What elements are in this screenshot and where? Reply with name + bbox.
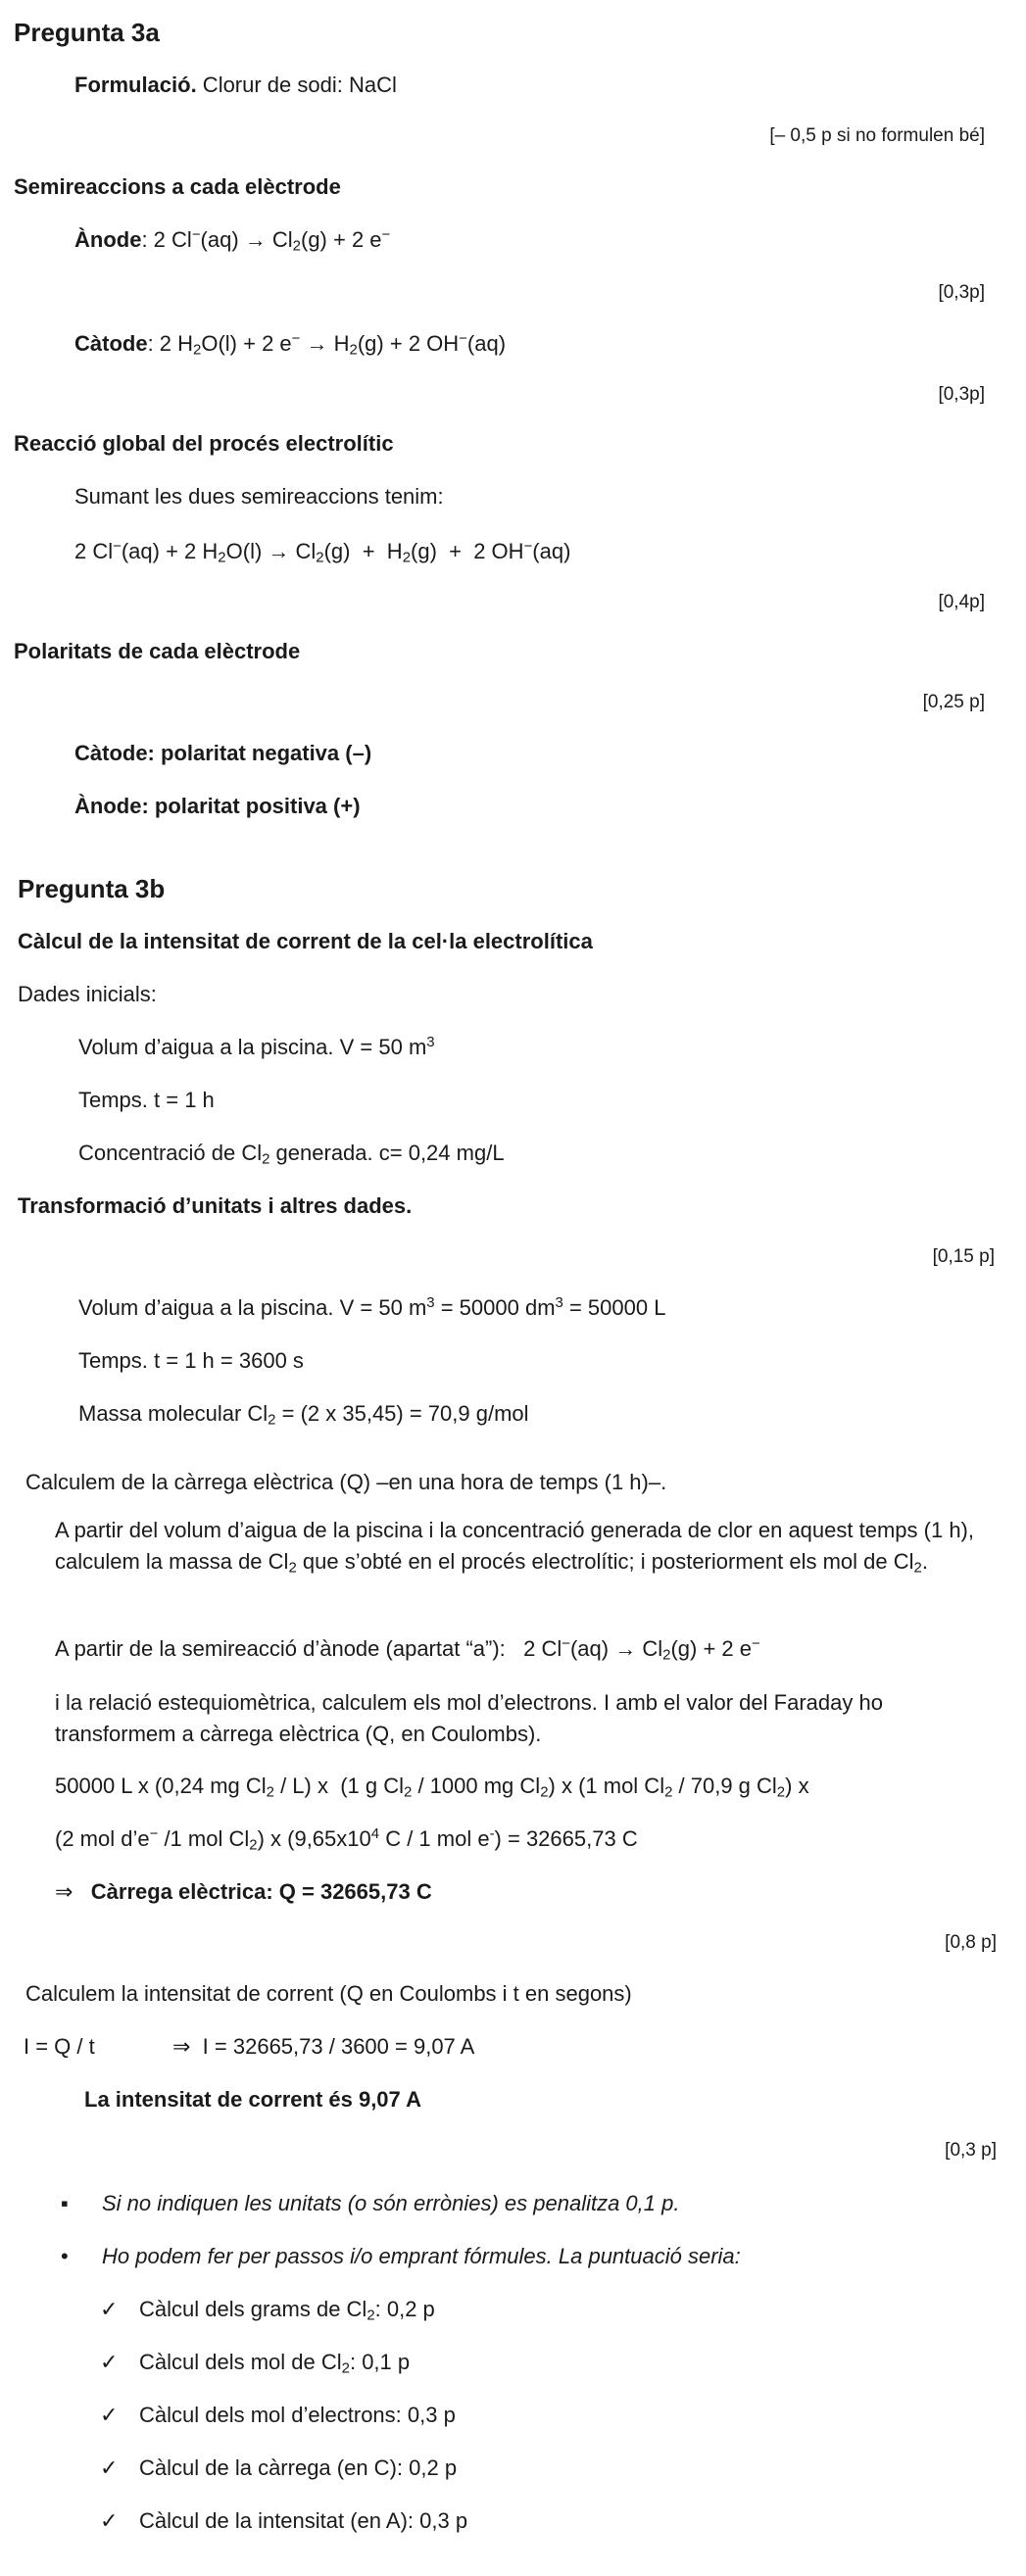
dada-volum-text: Volum d’aigua a la piscina. V = 50 m [78, 1035, 427, 1059]
question-3a-title: Pregunta 3a [14, 18, 160, 47]
global-reaction: 2 Cl−(aq) + 2 $H_2O(l) \to Cl_2(g) + H_2(g) + 2$ OH−(aq) [74, 537, 571, 566]
formula-right [172, 2034, 474, 2060]
intensitat-heading: Calculem la intensitat de corrent (Q en Coulombs i t en segons) [25, 1981, 632, 2006]
check-electrons: Càlcul dels mol d’electrons: 0,3 p [139, 2403, 456, 2427]
semireaccions-heading: Semireaccions a cada elèctrode [14, 174, 341, 199]
catode-score: [0,3p] [938, 384, 985, 405]
calc-line-2: (2 mol d’e− /1 mol $Cl_2$) x ($9,65x10^4$ C / 1 mol e-) = 32665,73 C [55, 1824, 638, 1854]
transformacio-heading: Transformació d’unitats i altres dades. [18, 1193, 413, 1218]
catode-reaction: Càtode: 2 $H_2O(l) + 2$ $e^- \to H_2(g) + 2$ OH−(aq) [74, 329, 507, 359]
transformacio-score: [0,15 p] [932, 1246, 995, 1267]
calc-line-1: 50000 L x (0,24 mg $Cl_2 / L$) x (1 g $Cl_2 / 1000$ mg $Cl_2$) x (1 mol $Cl_2 / 70,9$ g $Cl_2$) x [55, 1774, 809, 1801]
formulacio-line [74, 73, 397, 98]
trans-temps: Temps. t = 1 h = 3600 s [78, 1348, 304, 1373]
formulacio-label: Formulació. [74, 73, 197, 97]
formula-left: I = Q / t [24, 2034, 95, 2059]
polaritats-score: [0,25 p] [922, 692, 985, 712]
formula-right-text: I = 32665,73 / 3600 = 9,07 A [202, 2034, 475, 2059]
implies-arrow-icon: ⇒ [172, 2034, 191, 2059]
carrega-score: [0,8 p] [945, 1932, 997, 1953]
check-mol-pre: Càlcul dels mol de Cl [139, 2350, 342, 2374]
check-grams-pre: Càlcul dels grams de Cl [139, 2297, 367, 2321]
checkmark-icon: ✓ [100, 2297, 119, 2321]
check-intensitat: Càlcul de la intensitat (en A): 0,3 p [139, 2508, 468, 2533]
bullet-scoring-intro: Ho podem fer per passos i/o emprant fórmules. La puntuació seria: [102, 2244, 741, 2268]
calcul-heading: Càlcul de la intensitat de corrent de la cel·la electrolítica [18, 929, 593, 953]
dades-label: Dades inicials: [18, 982, 157, 1006]
dada-temps: Temps. t = 1 h [78, 1088, 215, 1112]
formulacio-text: Clorur de sodi: NaCl [196, 73, 397, 97]
dada-concentracio: Concentració de $Cl_2$ generada. c= 0,24 mg/L [78, 1141, 505, 1168]
global-heading: Reacció global del procés electrolític [14, 431, 394, 456]
trans-massa-post: = (2 x 35,45) = 70,9 g/mol [275, 1401, 529, 1426]
global-score: [0,4p] [938, 592, 985, 612]
check-grams-post: : 0,2 p [374, 2297, 435, 2321]
check-grams: Càlcul dels grams de $Cl_2$: 0,2 p [139, 2297, 435, 2324]
catode-polaritat: Càtode: polaritat negativa (–) [74, 741, 372, 765]
anode-polaritat: Ànode: polaritat positiva (+) [74, 794, 361, 818]
intensitat-result: La intensitat de corrent és 9,07 A [84, 2087, 421, 2112]
para1-b: que s’obté en el procés electrolític; i posteriorment els mol de Cl [296, 1548, 914, 1574]
dada-conc-pre: Concentració de Cl [78, 1141, 263, 1165]
anode-reaction: Ànode: 2 $Cl^-(aq) \to Cl_2(g) + 2$ e− [74, 225, 391, 255]
trans-massa: Massa molecular $Cl_2 = (2$ x 35,45) = 70,9 g/mol [78, 1401, 529, 1429]
polaritats-heading: Polaritats de cada elèctrode [14, 639, 301, 663]
bullet-units-penalty: Si no indiquen les unitats (o són errònies) es penalitza 0,1 p. [102, 2191, 680, 2215]
checkmark-icon: ✓ [100, 2508, 119, 2533]
carrega-result-text: Càrrega elèctrica: Q = 32665,73 C [90, 1879, 432, 1904]
para2-pre: A partir de la semireacció d’ànode (apartat “a”): [55, 1636, 506, 1661]
checkmark-icon: ✓ [100, 2403, 119, 2427]
dada-conc-post: generada. c= 0,24 mg/L [269, 1141, 505, 1165]
trans-volum: Volum d’aigua a la piscina. V = 50 $m^3 = 50000$ $dm^3 = 50000$ L [78, 1293, 666, 1320]
check-mol: Càlcul dels mol de $Cl_2$: 0,1 p [139, 2350, 411, 2377]
formulacio-score: [– 0,5 p si no formulen bé] [769, 125, 985, 146]
intensitat-score: [0,3 p] [945, 2140, 997, 2161]
dada-volum: Volum d’aigua a la piscina. V = 50 $m^3$ [78, 1033, 435, 1059]
carrega-heading: Calculem de la càrrega elèctrica (Q) –en una hora de temps (1 h)–. [25, 1470, 667, 1494]
global-intro: Sumant les dues semireaccions tenim: [74, 484, 444, 509]
bullet-dot-icon: • [61, 2244, 69, 2268]
catode-label: Càtode [74, 331, 148, 356]
calc2-tail: ) = 32665,73 C [494, 1826, 638, 1851]
question-3b-title: Pregunta 3b [18, 874, 166, 903]
para-faraday: i la relació estequiomètrica, calculem els mol d’electrons. I amb el valor del Faraday ho transformem a càrrega elèctrica (Q, en Coulombs). [55, 1690, 883, 1746]
para1-a: A partir del volum d’aigua de la piscina i la concentració generada de clor en aquest temps (1 h), calculem la massa de Cl [55, 1518, 974, 1574]
para-semireaccio: A partir de la semireacció d’ànode (apartat “a”): 2 $Cl^-(aq) \to Cl_2(g) + 2$ e− [55, 1634, 760, 1664]
checkmark-icon: ✓ [100, 2455, 119, 2480]
bullet-square-icon: ▪ [61, 2191, 69, 2215]
carrega-result [55, 1879, 432, 1905]
anode-label: Ànode [74, 227, 142, 252]
check-carrega: Càlcul de la càrrega (en C): 0,2 p [139, 2455, 458, 2480]
checkmark-icon: ✓ [100, 2350, 119, 2374]
para-massa: A partir del volum d’aigua de la piscina i la concentració generada de clor en aquest temps (1 h), calculem la massa de $Cl_2$ que s’obté en el procés electrolític; i posteriorment els mol de $Cl_2$. [55, 1518, 974, 1577]
check-mol-post: : 0,1 p [349, 2350, 411, 2374]
implies-arrow-icon: ⇒ [55, 1879, 73, 1904]
anode-score: [0,3p] [938, 282, 985, 303]
